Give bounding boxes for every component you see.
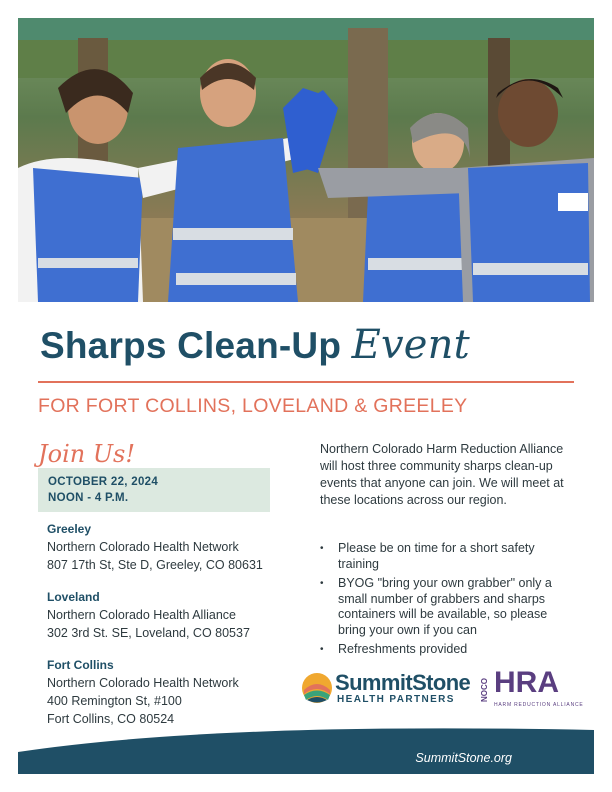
event-time: NOON - 4 P.M. [48, 492, 129, 504]
footer-wave [18, 722, 594, 774]
footer-website-link[interactable]: SummitStone.org [415, 751, 512, 765]
location-address: 807 17th St, Ste D, Greeley, CO 80631 [47, 558, 263, 572]
title-main: Sharps Clean-Up [40, 325, 352, 366]
hra-subtitle: HARM REDUCTION ALLIANCE [494, 702, 584, 708]
event-subtitle: FOR FORT COLLINS, LOVELAND & GREELEY [38, 395, 468, 417]
location-address: 302 3rd St. SE, Loveland, CO 80537 [47, 626, 250, 640]
summitstone-logo-icon [301, 672, 333, 704]
location-name: Greeley [47, 522, 92, 536]
title-divider [38, 381, 574, 383]
list-item: • BYOG "bring your own grabber" only a small number of grabbers and sharps containers will be available, so please bring your own if you can [320, 576, 575, 638]
summitstone-subtitle: HEALTH PARTNERS [337, 694, 455, 705]
event-title [40, 322, 470, 368]
location-org: Northern Colorado Health Alliance [47, 608, 236, 622]
event-date: OCTOBER 22, 2024 [48, 476, 159, 488]
location-org: Northern Colorado Health Network [47, 676, 239, 690]
list-item: • Refreshments provided [320, 642, 575, 658]
location-org: Northern Colorado Health Network [47, 540, 239, 554]
location-fort-collins [47, 656, 239, 728]
location-loveland [47, 588, 250, 642]
location-address: 400 Remington St, #100 [47, 694, 182, 708]
volunteers-illustration [18, 18, 594, 302]
date-box [38, 468, 270, 512]
title-script: Event [351, 322, 470, 368]
location-address-line2: Fort Collins, CO 80524 [47, 712, 175, 726]
hra-wordmark: HRA [494, 666, 559, 699]
location-name: Fort Collins [47, 658, 114, 672]
intro-paragraph: Northern Colorado Harm Reduction Alliance will host three community sharps clean-up events that anyone can join. We will meet at these locations across our region. [320, 442, 564, 507]
details-list [320, 541, 575, 662]
location-name: Loveland [47, 590, 100, 604]
summitstone-logo [301, 670, 471, 710]
join-us-heading: Join Us! [38, 440, 136, 468]
location-greeley [47, 520, 263, 574]
summitstone-name: SummitStone [335, 670, 471, 695]
hero-photo [18, 18, 594, 302]
hra-noco-label: NOCO [480, 678, 489, 702]
list-item: • Please be on time for a short safety training [320, 541, 575, 572]
hra-logo [480, 666, 584, 712]
